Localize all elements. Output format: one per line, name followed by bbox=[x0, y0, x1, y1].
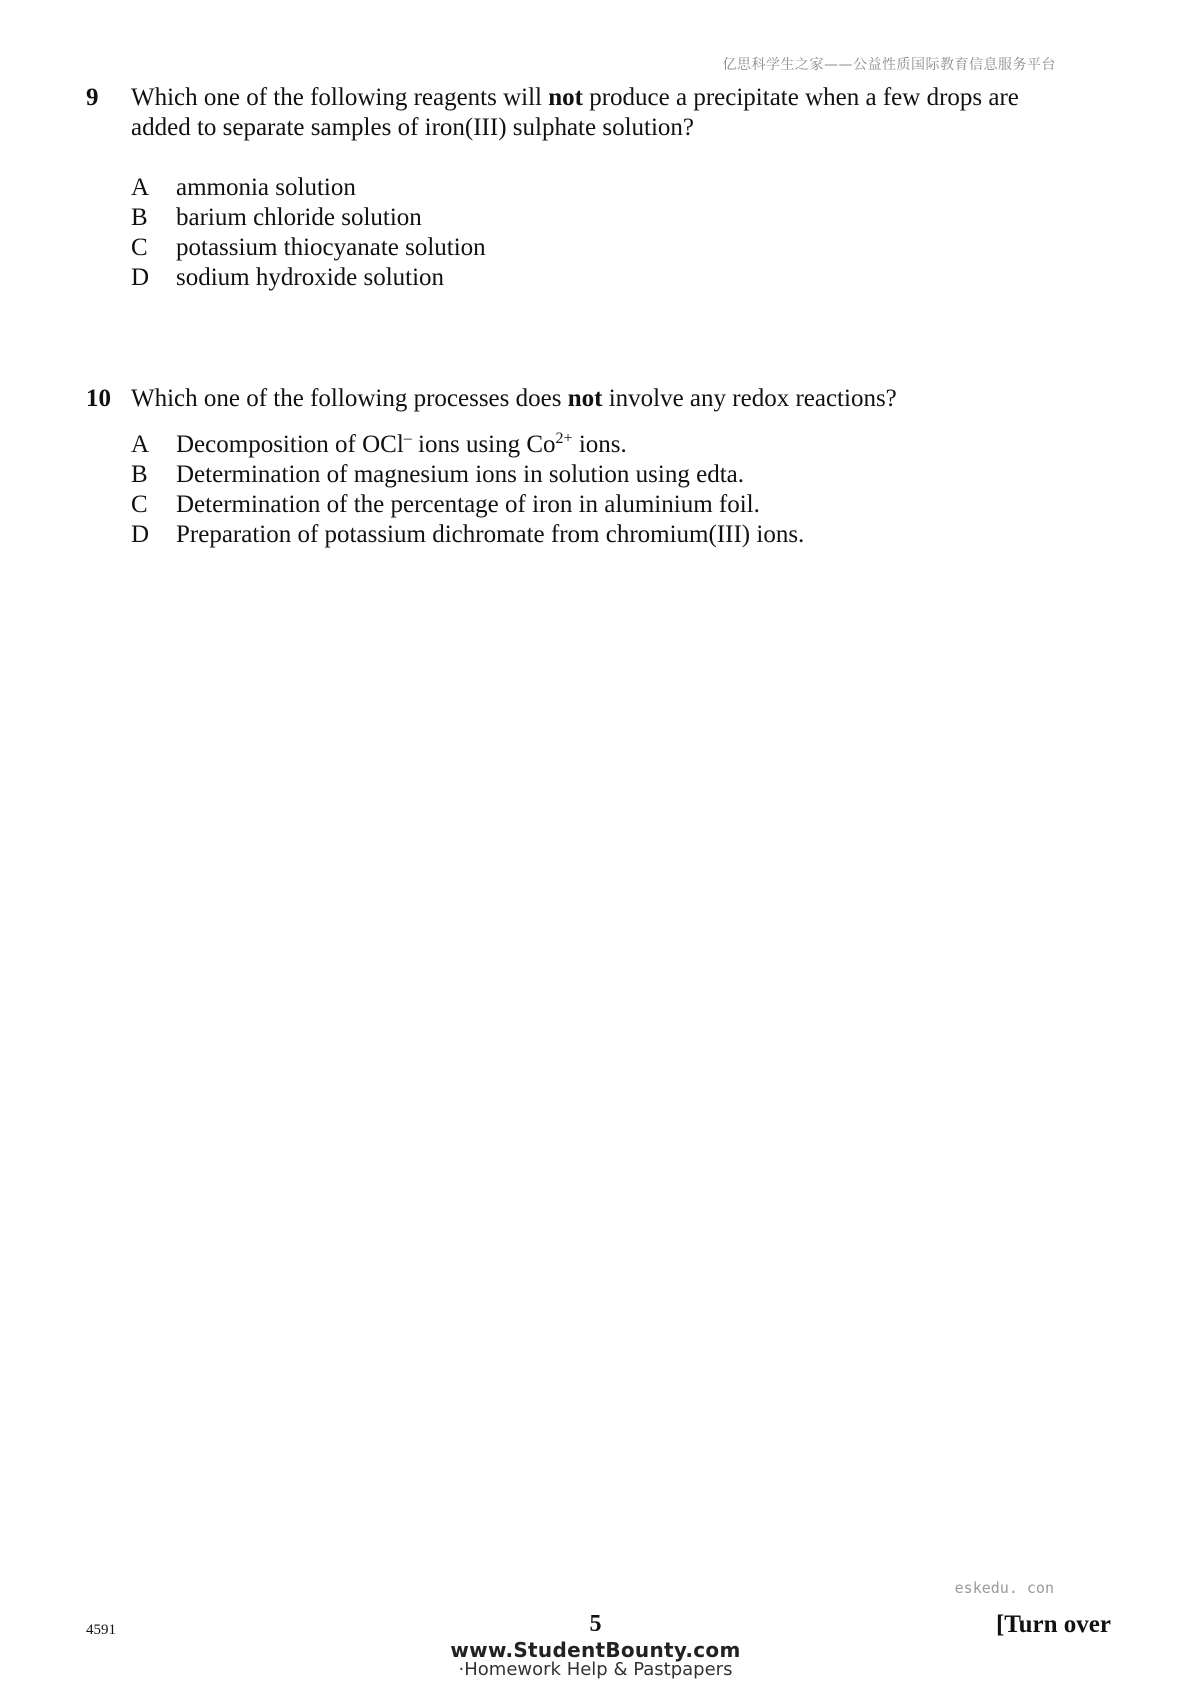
option-b: B barium chloride solution bbox=[131, 204, 422, 231]
logo-url: www.StudentBounty.com bbox=[450, 1638, 741, 1662]
question-number: 10 bbox=[86, 385, 111, 412]
question-9 bbox=[86, 83, 1066, 293]
question-number: 9 bbox=[86, 84, 99, 111]
watermark-bottom: eskedu. con bbox=[954, 1579, 1054, 1597]
option-c: C Determination of the percentage of iron in aluminium foil. bbox=[131, 491, 760, 518]
question-10 bbox=[86, 384, 1066, 550]
question-text: Which one of the following reagents will not produce a precipitate when a few drops are added to separate samples of iron(III) sulphate solution? bbox=[131, 84, 1019, 141]
answer-options bbox=[131, 173, 1066, 293]
option-b: B Determination of magnesium ions in solution using edta. bbox=[131, 461, 744, 488]
option-a: A ammonia solution bbox=[131, 174, 356, 201]
option-d: D Preparation of potassium dichromate from chromium(III) ions. bbox=[131, 521, 805, 548]
option-c: C potassium thiocyanate solution bbox=[131, 234, 486, 261]
answer-options bbox=[131, 430, 1066, 550]
turn-over-label: [Turn over bbox=[995, 1611, 1111, 1638]
option-d: D sodium hydroxide solution bbox=[131, 264, 445, 291]
paper-code: 4591 bbox=[86, 1622, 116, 1638]
question-text: Which one of the following processes does not involve any redox reactions? bbox=[131, 385, 897, 412]
studentbounty-logo[interactable] bbox=[0, 1638, 1191, 1680]
logo-tagline: ·Homework Help & Pastpapers bbox=[458, 1659, 733, 1680]
option-a: A Decomposition of OCl– ions using $Co^{2+}$ ions. bbox=[131, 430, 627, 458]
page-number: 5 bbox=[589, 1611, 602, 1637]
watermark-top: 亿思科学生之家——公益性质国际教育信息服务平台 bbox=[722, 57, 1056, 73]
